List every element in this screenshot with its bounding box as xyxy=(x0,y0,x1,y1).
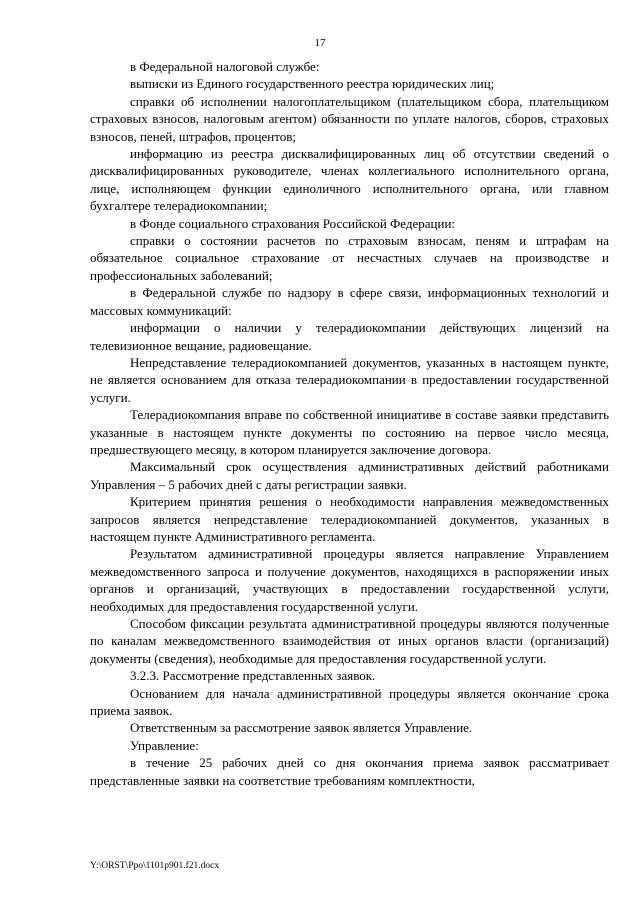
paragraph: Управление: xyxy=(130,737,199,753)
paragraph: Телерадиокомпания вправе по собственной инициативе в составе заявки представить указанные в настоящем пункте документы по состоянию на первое число месяца, предшествующего месяцу, в котором планируется заключение договора. xyxy=(90,407,609,457)
paragraph: Ответственным за рассмотрение заявок является Управление. xyxy=(130,720,473,736)
paragraph: в Федеральной службе по надзору в сфере связи, информационных технологий и массовых коммуникаций: xyxy=(90,285,609,318)
paragraph: в течение 25 рабочих дней со дня окончания приема заявок рассматривает представленные заявки на соответствие требованиям комплектности, xyxy=(90,755,609,788)
paragraph: в Фонде социального страхования Российской Федерации: xyxy=(130,215,456,231)
section-heading: 3.2.3. Рассмотрение представленных заявок. xyxy=(130,668,376,684)
paragraph: информацию из реестра дисквалифицированных лиц об отсутствии сведений о дисквалифицированных руководителе, членах коллегиального исполнительного органа, лице, исполняющем функции единоличного исполнительного органа, или главном бухгалтере телерадиокомпании; xyxy=(90,146,609,214)
paragraph: Способом фиксации результата административной процедуры являются полученные по каналам межведомственного взаимодействия от иных органов власти (организаций) документы (сведения), необходимые для предоставления государственной услуги. xyxy=(90,616,609,666)
paragraph: информации о наличии у телерадиокомпании действующих лицензий на телевизионное вещание, радиовещание. xyxy=(90,320,609,353)
paragraph: Максимальный срок осуществления административных действий работниками Управления – 5 рабочих дней с даты регистрации заявки. xyxy=(90,459,609,492)
paragraph: Результатом административной процедуры является направление Управлением межведомственного запроса и получение документов, находящихся в распоряжении иных органов и организаций, участвующих в предоставлении государственной услуги, необходимых для предоставления государственной услуги. xyxy=(90,546,609,614)
paragraph: выписки из Единого государственного реестра юридических лиц; xyxy=(130,76,495,92)
paragraph: Основанием для начала административной процедуры является окончание срока приема заявок. xyxy=(90,685,609,719)
paragraph: Критерием принятия решения о необходимости направления межведомственных запросов является непредставление телерадиокомпанией документов, указанных в настоящем пункте Административного регламента. xyxy=(90,494,609,544)
page-number: 17 xyxy=(314,37,326,49)
footer-file-path: Y:\ORST\Ppo\1101p901.f21.docx xyxy=(90,861,220,871)
paragraph: справки о состоянии расчетов по страховым взносам, пеням и штрафам на обязательное социальное страхование от несчастных случаев на производстве и профессиональных заболеваний; xyxy=(90,233,609,283)
paragraph: справки об исполнении налогоплательщиком (плательщиком сбора, плательщиком страховых взносов, налоговым агентом) обязанности по уплате налогов, сборов, страховых взносов, пеней, штрафов, процентов; xyxy=(90,93,609,144)
document-body xyxy=(90,58,609,789)
paragraph: в Федеральной налоговой службе: xyxy=(130,59,320,74)
paragraph: Непредставление телерадиокомпанией документов, указанных в настоящем пункте, не является основанием для отказа телерадиокомпании в предоставлении государственной услуги. xyxy=(90,354,609,405)
